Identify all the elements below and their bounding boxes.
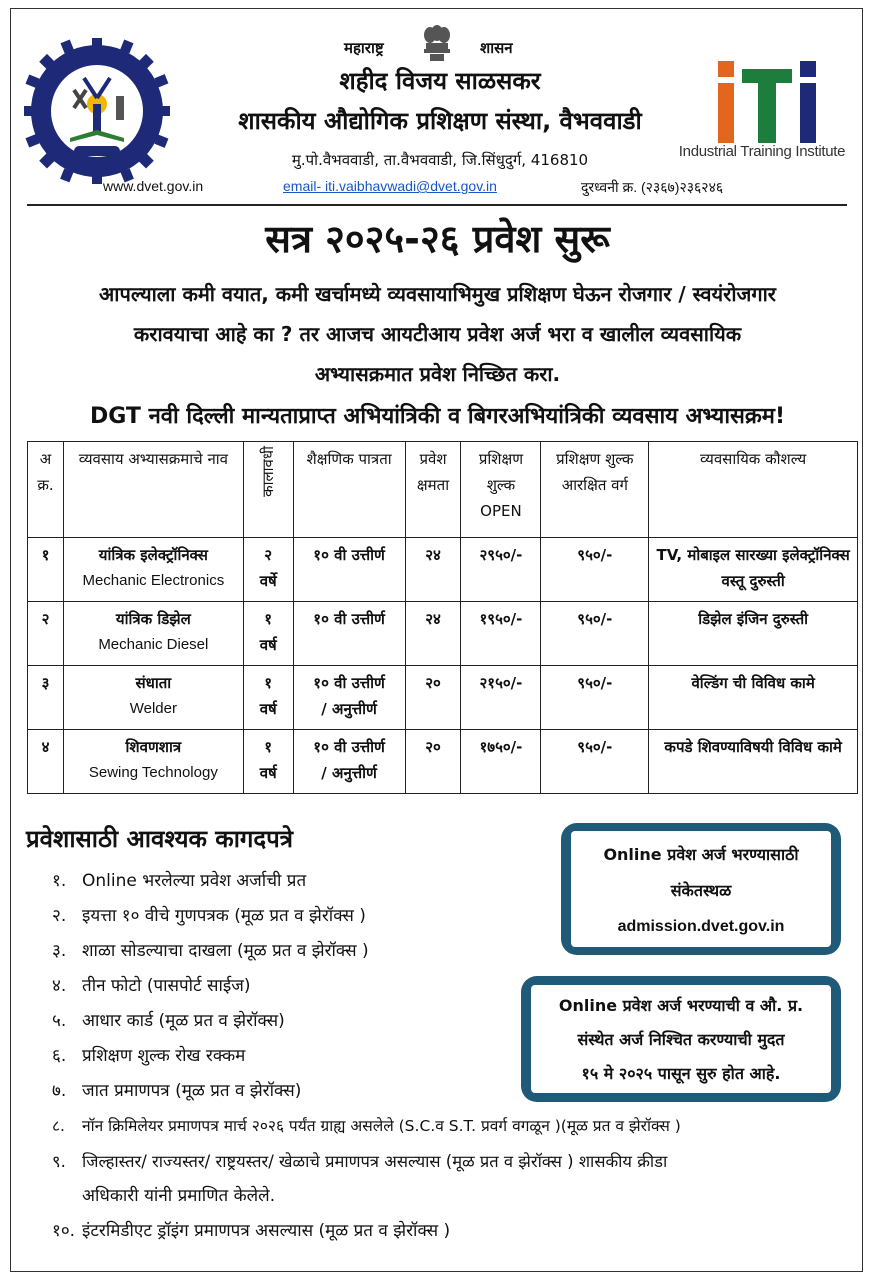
institute-name-line1: शहीद विजय साळसकर bbox=[339, 67, 541, 95]
institute-name-line2: शासकीय औद्योगिक प्रशिक्षण संस्था, वैभववाडी bbox=[238, 107, 642, 135]
deadline-line2: संस्थेत अर्ज निश्चित करण्याची मुदत bbox=[577, 1030, 785, 1049]
cell-skill: कपडे शिवण्याविषयी विविध कामे bbox=[649, 730, 858, 794]
online-admission-box bbox=[561, 823, 841, 955]
document-item: ५. आधार कार्ड (मूळ प्रत व झेरॉक्स) bbox=[52, 1011, 285, 1031]
iti-caption: Industrial Training Institute bbox=[678, 143, 846, 160]
cell-course: संधाता Welder bbox=[63, 666, 243, 730]
deadline-box bbox=[521, 976, 841, 1102]
table-row bbox=[28, 602, 858, 666]
document-item: १. Online भरलेल्या प्रवेश अर्जाची प्रत bbox=[52, 871, 307, 891]
cell-duration: १ वर्ष bbox=[243, 730, 293, 794]
cell-fee-reserved: ९५०/- bbox=[541, 602, 649, 666]
dgt-line: DGT नवी दिल्ली मान्यताप्राप्त अभियांत्रिकी व बिगरअभियांत्रिकी व्यवसाय अभ्यासक्रम! bbox=[90, 404, 785, 429]
intro-line-3: अभ्यासक्रमात प्रवेश निच्छित करा. bbox=[314, 362, 561, 386]
cell-sr: २ bbox=[28, 602, 64, 666]
cell-course: यांत्रिक डिझेल Mechanic Diesel bbox=[63, 602, 243, 666]
phone-number: दुरध्वनी क्र. (२३६७)२३६२४६ bbox=[581, 179, 724, 195]
cell-sr: ३ bbox=[28, 666, 64, 730]
cell-fee-reserved: ९५०/- bbox=[541, 538, 649, 602]
cell-eligibility: १० वी उत्तीर्ण bbox=[293, 538, 405, 602]
document-item: ९. जिल्हास्तर/ राज्यस्तर/ राष्ट्रयस्तर/ खेळाचे प्रमाणपत्र असल्यास (मूळ प्रत व झेरॉक्स ) शासकीय क्रीडा bbox=[52, 1152, 668, 1171]
header-govt: शासन bbox=[480, 39, 513, 57]
table-row bbox=[28, 538, 858, 602]
document-item: ७. जात प्रमाणपत्र (मूळ प्रत व झेरॉक्स) bbox=[52, 1081, 302, 1101]
document-item: ४. तीन फोटो (पासपोर्ट साईज) bbox=[52, 976, 251, 996]
header-state: महाराष्ट्र bbox=[344, 39, 384, 57]
cell-duration: २ वर्षे bbox=[243, 538, 293, 602]
cell-duration: १ वर्ष bbox=[243, 666, 293, 730]
email-link[interactable]: email- iti.vaibhavwadi@dvet.gov.in bbox=[283, 178, 497, 194]
deadline-line1: Online प्रवेश अर्ज भरण्याची व औ. प्र. bbox=[558, 996, 804, 1015]
header-capacity: प्रवेश क्षमता bbox=[405, 442, 461, 538]
online-box-line1: Online प्रवेश अर्ज भरण्यासाठी bbox=[603, 845, 799, 864]
header-duration: कालावधी bbox=[243, 442, 293, 538]
cell-course: यांत्रिक इलेक्ट्रॉनिक्स Mechanic Electronics bbox=[63, 538, 243, 602]
cell-capacity: २० bbox=[405, 666, 461, 730]
cell-eligibility: १० वी उत्तीर्ण bbox=[293, 602, 405, 666]
header-eligibility: शैक्षणिक पात्रता bbox=[293, 442, 405, 538]
cell-fee-open: २१५०/- bbox=[461, 666, 541, 730]
website-link[interactable]: www.dvet.gov.in bbox=[103, 178, 204, 194]
cell-course: शिवणशात्र Sewing Technology bbox=[63, 730, 243, 794]
header-skill: व्यवसायिक कौशल्य bbox=[649, 442, 858, 538]
institute-address: मु.पो.वैभववाडी, ता.वैभववाडी, जि.सिंधुदुर्ग, 416810 bbox=[291, 151, 589, 169]
dvet-logo bbox=[24, 38, 170, 184]
admission-website-link[interactable]: admission.dvet.gov.in bbox=[617, 918, 785, 935]
cell-skill: TV, मोबाइल सारख्या इलेक्ट्रॉनिक्स वस्तू दुरुस्ती bbox=[649, 538, 858, 602]
header-divider bbox=[27, 204, 847, 206]
national-emblem-icon bbox=[420, 23, 454, 63]
cell-fee-reserved: ९५०/- bbox=[541, 666, 649, 730]
header-course: व्यवसाय अभ्यासक्रमाचे नाव bbox=[63, 442, 243, 538]
online-box-line2: संकेतस्थळ bbox=[670, 881, 732, 900]
cell-fee-open: १९५०/- bbox=[461, 602, 541, 666]
document-item: ८. नॉन क्रिमिलेयर प्रमाणपत्र मार्च २०२६ पर्यंत ग्राह्य असलेले (S.C.व S.T. प्रवर्ग वगळून )(मूळ प्रत व झेरॉक्स ) bbox=[52, 1117, 681, 1135]
session-title: सत्र २०२५-२६ प्रवेश सुरू bbox=[265, 217, 610, 261]
cell-skill: डिझेल इंजिन दुरुस्ती bbox=[649, 602, 858, 666]
document-item: ३. शाळा सोडल्याचा दाखला (मूळ प्रत व झेरॉक्स ) bbox=[52, 941, 369, 961]
header-sr: अ क्र. bbox=[28, 442, 64, 538]
cell-sr: १ bbox=[28, 538, 64, 602]
deadline-line3: १५ मे २०२५ पासून सुरु होत आहे. bbox=[581, 1064, 781, 1083]
cell-fee-open: २९५०/- bbox=[461, 538, 541, 602]
intro-line-1: आपल्याला कमी वयात, कमी खर्चामध्ये व्यवसायाभिमुख प्रशिक्षण घेऊन रोजगार / स्वयंरोजगार bbox=[99, 282, 776, 306]
cell-skill: वेल्डिंग ची विविध कामे bbox=[649, 666, 858, 730]
cell-capacity: २४ bbox=[405, 602, 461, 666]
cell-eligibility: १० वी उत्तीर्ण / अनुत्तीर्ण bbox=[293, 666, 405, 730]
cell-duration: १ वर्ष bbox=[243, 602, 293, 666]
courses-table bbox=[27, 441, 858, 794]
cell-eligibility: १० वी उत्तीर्ण / अनुत्तीर्ण bbox=[293, 730, 405, 794]
documents-title: प्रवेशासाठी आवश्यक कागदपत्रे bbox=[26, 825, 294, 853]
table-row bbox=[28, 730, 858, 794]
cell-fee-open: १७५०/- bbox=[461, 730, 541, 794]
cell-capacity: २४ bbox=[405, 538, 461, 602]
document-item: २. इयत्ता १० वीचे गुणपत्रक (मूळ प्रत व झेरॉक्स ) bbox=[52, 906, 366, 926]
document-item: ६. प्रशिक्षण शुल्क रोख रक्कम bbox=[52, 1046, 246, 1066]
cell-sr: ४ bbox=[28, 730, 64, 794]
cell-capacity: २० bbox=[405, 730, 461, 794]
header-fee-reserved: प्रशिक्षण शुल्क आरक्षित वर्ग bbox=[541, 442, 649, 538]
intro-line-2: करावयाचा आहे का ? तर आजच आयटीआय प्रवेश अर्ज भरा व खालील व्यवसायिक bbox=[133, 322, 742, 346]
table-row bbox=[28, 666, 858, 730]
document-item: अधिकारी यांनी प्रमाणित केलेले. bbox=[82, 1186, 276, 1206]
document-item: १०. इंटरमिडीएट ड्रॉइंग प्रमाणपत्र असल्यास (मूळ प्रत व झेरॉक्स ) bbox=[52, 1221, 451, 1241]
table-header-row bbox=[28, 442, 858, 538]
cell-fee-reserved: ९५०/- bbox=[541, 730, 649, 794]
header-fee-open: प्रशिक्षण शुल्क OPEN bbox=[461, 442, 541, 538]
